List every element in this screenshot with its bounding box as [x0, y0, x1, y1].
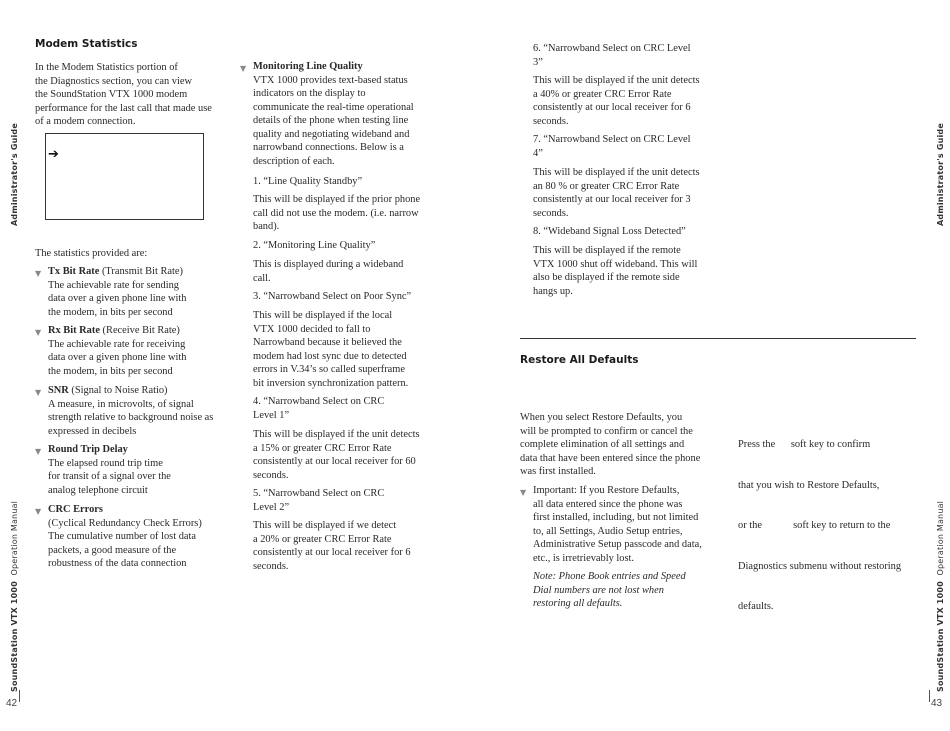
bullet-triangle-icon: ▼ — [240, 64, 247, 73]
entry-3-heading: 3. “Narrowband Select on Poor Sync” — [253, 291, 412, 302]
bullet-triangle-icon: ▼ — [35, 507, 42, 516]
screen-figure-box — [45, 133, 204, 220]
bullet-triangle-icon: ▼ — [35, 388, 42, 397]
stat-item-round-trip-delay: Round Trip Delay The elapsed round trip time for transit of a signal over the analog telephone circuit — [48, 444, 171, 496]
bullet-triangle-icon: ▼ — [35, 328, 42, 337]
side-label-product-right: SoundStation VTX 1000 Operation Manual — [936, 500, 945, 692]
entry-1-heading: 1. “Line Quality Standby” — [253, 176, 363, 187]
arrow-right-icon: ➔ — [48, 147, 59, 162]
page-number-left: 42 — [6, 698, 18, 709]
page-bar-right — [929, 690, 930, 702]
entry-4-body: This will be displayed if the unit detects a 15% or greater CRC Error Rate consistently at our local receiver for 60 seconds. — [253, 429, 420, 481]
restore-right-paragraph: Press the soft key to confirm that you wish to Restore Defaults, or the soft key to return to the Diagnostics submenu without restoring defaults. — [738, 439, 902, 612]
side-label-admin-right: Administrator's Guide — [936, 123, 945, 226]
restore-note: Note: Phone Book entries and Speed Dial numbers are not lost when restoring all defaults. — [533, 571, 686, 609]
section-divider — [520, 338, 916, 339]
entry-3-body: This will be displayed if the local VTX 1000 decided to fall to Narrowband because it believed the modem had lost sync due to detected errors in V.34’s so called superframe bit inversion synchronization pattern. — [253, 310, 409, 389]
modem-intro-paragraph: In the Modem Statistics portion of the Diagnostics section, you can view the SoundStation VTX 1000 modem performance for the last call that made use of a modem connection. — [35, 62, 212, 127]
section-title-modem-statistics: Modem Statistics — [35, 38, 138, 50]
side-label-product-left: SoundStation VTX 1000 Operation Manual — [10, 500, 19, 692]
page-bar-left — [19, 690, 20, 702]
entry-5-body: This will be displayed if we detect a 20% or greater CRC Error Rate consistently at our local receiver for 6 seconds. — [253, 520, 411, 572]
entry-4-heading: 4. “Narrowband Select on CRC Level 1” — [253, 396, 385, 421]
entry-8-body: This will be displayed if the remote VTX 1000 shut off wideband. This will also be displayed if the remote side hangs up. — [533, 245, 698, 297]
stats-provided-label: The statistics provided are: — [35, 248, 148, 259]
entry-6-body: This will be displayed if the unit detects a 40% or greater CRC Error Rate consistently at our local receiver for 6 seconds. — [533, 75, 700, 127]
side-label-admin-left: Administrator's Guide — [10, 123, 19, 226]
restore-left-paragraph: When you select Restore Defaults, you will be prompted to confirm or cancel the complete elimination of all settings and data that have been entered since the phone was first installed. — [520, 412, 701, 477]
page-number-right: 43 — [931, 698, 943, 709]
entry-7-body: This will be displayed if the unit detects an 80 % or greater CRC Error Rate consistently at our local receiver for 3 seconds. — [533, 167, 700, 219]
entry-5-heading: 5. “Narrowband Select on CRC Level 2” — [253, 488, 385, 513]
entry-2-body: This is displayed during a wideband call. — [253, 259, 404, 284]
stat-item-rx-bit-rate: Rx Bit Rate (Receive Bit Rate) The achievable rate for receiving data over a given phone line with the modem, in bits per second — [48, 325, 187, 377]
section-title-restore-defaults: Restore All Defaults — [520, 354, 639, 366]
monitoring-intro: Monitoring Line Quality VTX 1000 provides text-based status indicators on the display to communicate the real-time operational details of the phone when testing line quality and negotiating wideband and narrowband connections. Below is a description of each. — [253, 61, 414, 167]
stat-item-tx-bit-rate: Tx Bit Rate (Transmit Bit Rate) The achievable rate for sending data over a given phone line with the modem, in bits per second — [48, 266, 187, 318]
entry-2-heading: 2. “Monitoring Line Quality” — [253, 240, 376, 251]
entry-8-heading: 8. “Wideband Signal Loss Detected” — [533, 226, 686, 237]
stat-item-snr: SNR (Signal to Noise Ratio) A measure, in microvolts, of signal strength relative to background noise as expressed in decibels — [48, 385, 214, 437]
restore-important-paragraph: Important: If you Restore Defaults, all data entered since the phone was first installed, including, but not limited to, all Settings, Audio Setup entries, Administrative Setup passcode and data, etc., is irretrievably lost. — [533, 485, 702, 564]
entry-6-heading: 6. “Narrowband Select on CRC Level 3” — [533, 43, 691, 68]
bullet-triangle-icon: ▼ — [520, 488, 527, 497]
bullet-triangle-icon: ▼ — [35, 447, 42, 456]
entry-7-heading: 7. “Narrowband Select on CRC Level 4” — [533, 134, 691, 159]
bullet-triangle-icon: ▼ — [35, 269, 42, 278]
entry-1-body: This will be displayed if the prior phone call did not use the modem. (i.e. narrow band). — [253, 194, 421, 232]
stat-item-crc-errors: CRC Errors (Cyclical Redundancy Check Errors) The cumulative number of lost data packets, a good measure of the robustness of the data connection — [48, 504, 202, 569]
